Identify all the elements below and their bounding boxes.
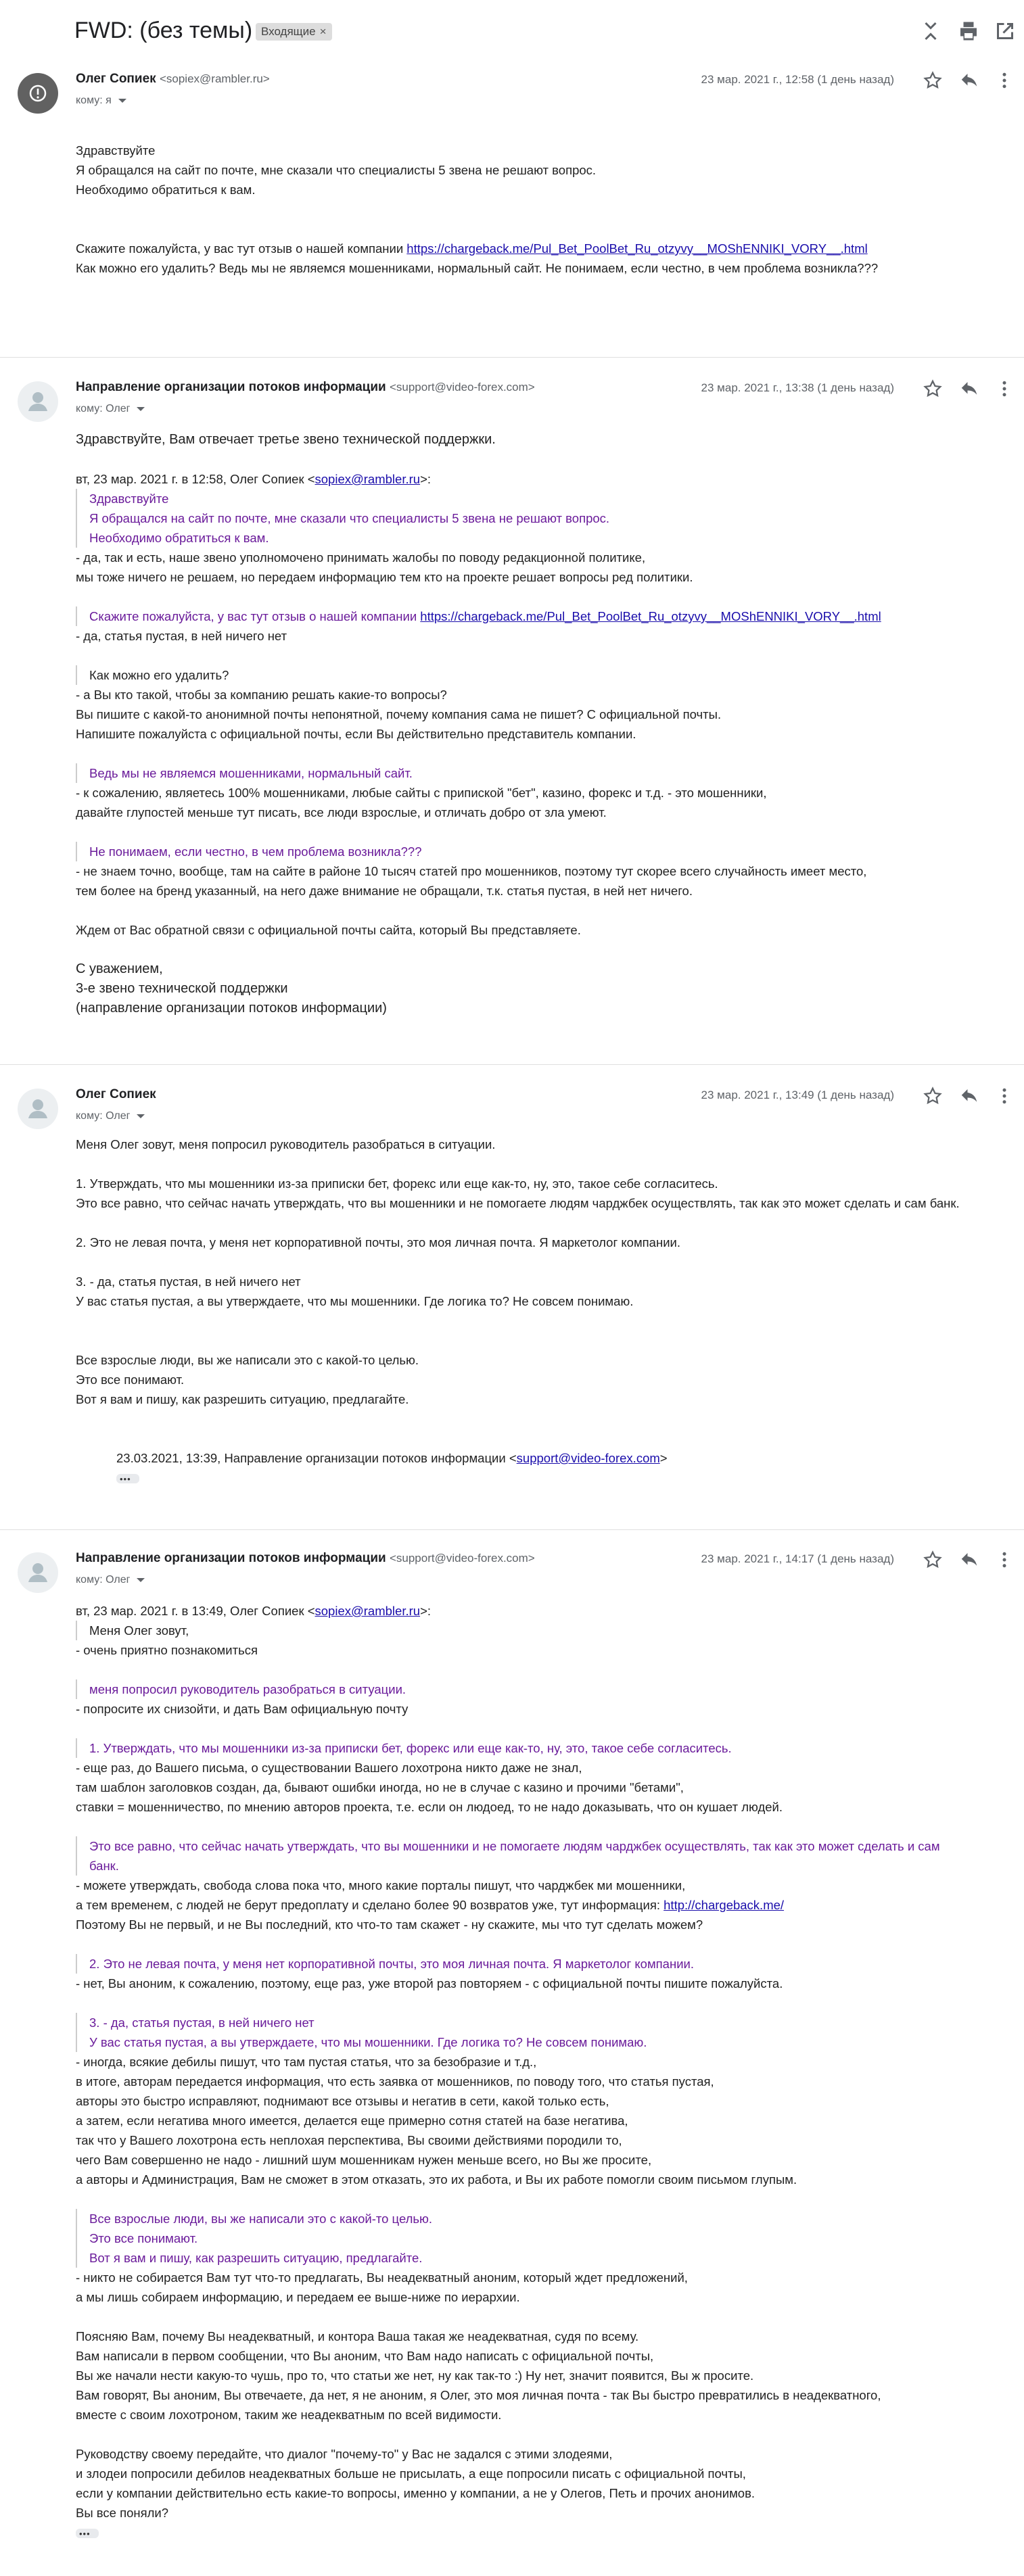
signature-line: С уважением, xyxy=(76,961,163,976)
sender-email: <sopiex@rambler.ru> xyxy=(159,72,270,85)
more-vert-icon[interactable] xyxy=(994,379,1015,399)
body-line: Руководству своему передайте, что диалог "почему-то" у Вас не задался с этими злодеями, xyxy=(76,2447,613,2461)
quoted-text: Здравствуйте Я обращался на сайт по почте, мне сказали что специалисты 5 звена не решают вопрос. Необходимо обратиться к вам. xyxy=(76,489,881,548)
reply-icon[interactable] xyxy=(959,379,979,399)
body-line: так что у Вашего лохотрона есть неплохая перспектива, Вы своими действиями породили то, xyxy=(76,2133,622,2147)
recipient-dropdown[interactable] xyxy=(76,403,145,415)
body-line: - к сожалению, являетесь 100% мошенниками, любые сайты с припиской "бет", казино, форекс и т.д. - это мошенники, xyxy=(76,786,767,800)
body-line: Как можно его удалить? Ведь мы не являемся мошенниками, нормальный сайт. Не понимаем, если честно, в чем проблема возникла??? xyxy=(76,261,879,275)
message-3 xyxy=(0,1086,1024,1505)
sender-name-text: Олег Сопиек xyxy=(76,72,156,86)
body-line: там шаблон заголовков создан, да, бывают ошибки иногда, но не в случае с казино и прочими "бетами", xyxy=(76,1780,684,1794)
body-line: - нет, Вы аноним, к сожалению, поэтому, еще раз, уже второй раз повторяем - с официальной почты пишите пожалуйста. xyxy=(76,1976,783,1990)
body-line: Здравствуйте xyxy=(76,143,156,158)
sender-name[interactable] xyxy=(76,1551,535,1566)
avatar[interactable] xyxy=(18,1552,58,1593)
recipient-dropdown[interactable] xyxy=(76,1574,145,1586)
body-line: Здравствуйте, Вам отвечает третье звено технической поддержки. xyxy=(76,432,496,447)
quoted-text: меня попросил руководитель разобраться в ситуации. xyxy=(76,1679,940,1699)
body-line: мы тоже ничего не решаем, но передаем информацию тем кто на проекте решает вопросы ред политики. xyxy=(76,570,693,584)
body-line: давайте глупостей меньше тут писать, все люди взрослые, и отличать добро от зла умеют. xyxy=(76,805,607,819)
sender-name-text: Направление организации потоков информации xyxy=(76,1551,386,1565)
message-date: 23 мар. 2021 г., 14:17 (1 день назад) xyxy=(701,1552,894,1565)
body-line: вместе с своим лохотроном, таким же неадекватным по всей видимости. xyxy=(76,2408,502,2422)
body-line: а мы лишь собираем информацию, и передаем ее выше-ниже по иерархии. xyxy=(76,2290,520,2304)
body-line: ставки = мошенничество, по мнению авторов проекта, т.е. если он людоед, то не надо доказывать, что он кушает людей. xyxy=(76,1800,783,1814)
chargeback-link[interactable]: https://chargeback.me/Pul_Bet_PoolBet_Ru_otzyvy__MOShENNIKI_VORY__.html xyxy=(406,241,868,256)
divider xyxy=(0,1529,1024,1530)
body-line: 2. Это не левая почта, у меня нет корпоративной почты, это моя личная почта. Я маркетолог компании. xyxy=(76,1235,680,1249)
person-icon xyxy=(18,1552,58,1593)
sender-email-link[interactable]: sopiex@rambler.ru xyxy=(315,1604,421,1618)
person-icon xyxy=(18,1089,58,1129)
body-line: - можете утверждать, свобода слова пока что, много какие порталы пишут, что чарджбек ми мошенники, xyxy=(76,1878,686,1892)
body-line: а тем временем, с людей не берут предоплату и сделано более 90 возвратов уже, тут информация: http://chargeback.me/ xyxy=(76,1898,785,1912)
avatar[interactable] xyxy=(18,73,58,114)
body-line: - иногда, всякие дебилы пишут, что там пустая статья, что за безобразие и т.д., xyxy=(76,2055,537,2069)
body-line: - да, так и есть, наше звено уполномочено принимать жалобы по поводу редакционной политике, xyxy=(76,550,646,565)
body-line: Необходимо обратиться к вам. xyxy=(76,183,256,197)
quoted-text: Скажите пожалуйста, у вас тут отзыв о нашей компании https://chargeback.me/Pul_Bet_PoolBet_Ru_otzyvy__MOShENNIKI_VORY__.html xyxy=(76,606,881,626)
body-line: Все взрослые люди, вы же написали это с какой-то целью. xyxy=(76,1353,419,1367)
sender-email: <support@video-forex.com> xyxy=(389,381,535,393)
body-line: - никто не собирается Вам тут что-то предлагать, Вы неадекватный аноним, который ждет предложений, xyxy=(76,2270,688,2285)
body-line: У вас статья пустая, а вы утверждаете, что мы мошенники. Где логика то? Не совсем понимаю. xyxy=(76,1294,634,1308)
divider xyxy=(0,1064,1024,1065)
inbox-label-chip[interactable] xyxy=(256,23,332,41)
body-line: авторы это быстро исправляют, поднимают все отзывы и негатив в сети, какой только есть, xyxy=(76,2094,609,2108)
message-body xyxy=(76,1135,960,1487)
message-2 xyxy=(0,379,1024,1055)
avatar[interactable] xyxy=(18,381,58,422)
quoted-text: Как можно его удалить? xyxy=(76,665,881,685)
message-body xyxy=(76,430,881,1018)
body-line: и злодеи попросили дебилов неадекватных больше не присылать, а еще попросили писать с официальной почты, xyxy=(76,2466,746,2481)
sender-name-text: Направление организации потоков информации xyxy=(76,380,386,394)
quoted-text: Все взрослые люди, вы же написали это с какой-то целью. Это все понимают. Вот я вам и пишу, как разрешить ситуацию, предлагайте. xyxy=(76,2209,940,2268)
sender-name[interactable]: Олег Сопиек xyxy=(76,1087,156,1101)
message-1 xyxy=(0,70,1024,354)
thread-header xyxy=(0,0,1024,65)
body-line: Вы же начали нести какую-то чушь, про то, что статьи же нет, ну как так-то :) Ну нет, значит появится, Вы ж просите. xyxy=(76,2368,754,2383)
print-icon[interactable] xyxy=(956,19,981,43)
body-line: Меня Олег зовут, меня попросил руководитель разобраться в ситуации. xyxy=(76,1137,496,1151)
recipient-text: кому: Олег xyxy=(76,1574,131,1585)
more-vert-icon[interactable] xyxy=(994,1086,1015,1106)
star-icon[interactable] xyxy=(923,1550,943,1570)
body-line: Вы все поняли? xyxy=(76,2506,169,2520)
body-line: чего Вам совершенно не надо - лишний шум мошенникам нужен меньше всего, но Вы же просите, xyxy=(76,2153,652,2167)
body-line: - попросите их снизойти, и дать Вам официальную почту xyxy=(76,1702,409,1716)
quote-attribution: 23.03.2021, 13:39, Направление организации потоков информации <support@video-forex.com> xyxy=(116,1451,668,1465)
chevron-down-icon xyxy=(137,1578,145,1582)
message-4 xyxy=(0,1550,1024,2576)
more-vert-icon[interactable] xyxy=(994,70,1015,91)
thread-subject: FWD: (без темы) xyxy=(74,18,253,43)
quoted-text: 2. Это не левая почта, у меня нет корпоративной почты, это моя личная почта. Я маркетолог компании. xyxy=(76,1954,940,1974)
chevron-down-icon xyxy=(118,99,126,103)
star-icon[interactable] xyxy=(923,1086,943,1106)
star-icon[interactable] xyxy=(923,70,943,91)
show-trimmed-content-button[interactable] xyxy=(116,1474,139,1483)
body-line: Поэтому Вы не первый, и не Вы последний, кто что-то там скажет - ну скажите, мы что тут сделать можем? xyxy=(76,1917,703,1932)
message-date: 23 мар. 2021 г., 13:38 (1 день назад) xyxy=(701,381,894,394)
signature-line: 3-е звено технической поддержки xyxy=(76,981,288,996)
body-line: а авторы и Администрация, Вам не сможет в этом отказать, это их работа, и Вы их работе помогли своим письмом глупым. xyxy=(76,2172,797,2187)
signature-line: (направление организации потоков информации) xyxy=(76,1001,387,1016)
open-in-new-window-icon[interactable] xyxy=(993,19,1017,43)
chevron-down-icon xyxy=(137,407,145,411)
quote-header: вт, 23 мар. 2021 г. в 13:49, Олег Сопиек <sopiex@rambler.ru>: xyxy=(76,1604,432,1618)
message-date: 23 мар. 2021 г., 13:49 (1 день назад) xyxy=(701,1089,894,1101)
chargeback-link[interactable]: https://chargeback.me/Pul_Bet_PoolBet_Ru_otzyvy__MOShENNIKI_VORY__.html xyxy=(420,609,881,623)
quoted-text: Меня Олег зовут, xyxy=(76,1621,940,1640)
sender-name[interactable] xyxy=(76,380,535,395)
info-icon xyxy=(18,73,58,114)
body-line: Скажите пожалуйста, у вас тут отзыв о нашей компании https://chargeback.me/Pul_Bet_PoolBet_Ru_otzyvy__MOShENNIKI_VORY__.html xyxy=(76,241,868,256)
message-body xyxy=(76,1601,940,2542)
recipient-text: кому: Олег xyxy=(76,403,131,414)
collapse-all-icon[interactable] xyxy=(918,19,943,43)
show-trimmed-content-button[interactable] xyxy=(76,2529,99,2538)
recipient-dropdown[interactable] xyxy=(76,95,126,107)
chargeback-home-link[interactable]: http://chargeback.me/ xyxy=(664,1898,785,1912)
body-line: - да, статья пустая, в ней ничего нет xyxy=(76,629,287,643)
quoted-text: 1. Утверждать, что мы мошенники из-за приписки бет, форекс или еще как-то, ну, это, такое себе согласитесь. xyxy=(76,1738,940,1758)
message-date: 23 мар. 2021 г., 12:58 (1 день назад) xyxy=(701,73,894,86)
more-vert-icon[interactable] xyxy=(994,1550,1015,1570)
divider xyxy=(0,357,1024,358)
recipient-text: кому: я xyxy=(76,95,112,106)
body-line: Вы пишите с какой-то анонимной почты непонятной, почему компания сама не пишет? С официальной почты. xyxy=(76,707,722,721)
body-line: 3. - да, статья пустая, в ней ничего нет xyxy=(76,1274,301,1289)
body-line: Это все понимают. xyxy=(76,1373,185,1387)
quoted-text: 3. - да, статья пустая, в ней ничего нет У вас статья пустая, а вы утверждаете, что мы мошенники. Где логика то? Не совсем понимаю. xyxy=(76,2013,940,2052)
message-body xyxy=(76,141,878,278)
body-line: Вот я вам и пишу, как разрешить ситуацию, предлагайте. xyxy=(76,1392,409,1406)
body-line: 1. Утверждать, что мы мошенники из-за приписки бет, форекс или еще как-то, ну, это, такое себе согласитесь. xyxy=(76,1176,718,1191)
body-line: - еще раз, до Вашего письма, о существовании Вашего лохотрона никто даже не знал, xyxy=(76,1761,582,1775)
quoted-text: Не понимаем, если честно, в чем проблема возникла??? xyxy=(76,842,881,861)
body-line: Ждем от Вас обратной связи с официальной почты сайта, который Вы представляете. xyxy=(76,923,581,937)
quoted-text: Это все равно, что сейчас начать утверждать, что вы мошенники и не помогаете людям чарджбек осуществлять, так как это может сделать и сам банк. xyxy=(76,1836,940,1876)
body-line: - а Вы кто такой, чтобы за компанию решать какие-то вопросы? xyxy=(76,688,447,702)
body-line: Это все равно, что сейчас начать утверждать, что вы мошенники и не помогаете людям чарджбек осуществлять, так как это может сделать и сам банк. xyxy=(76,1196,960,1210)
body-line: если у компании действительно есть какие-то вопросы, именно у компании, а не у Олегов, Петь и прочих анонимов. xyxy=(76,2486,755,2500)
body-line: а затем, если негатива много имеется, делается еще примерно сотня статей на базе негатива, xyxy=(76,2114,628,2128)
body-line: Вам говорят, Вы аноним, Вы отвечаете, да нет, я не аноним, я Олег, это моя личная почта - так Вы быстро превратились в неадекватного, xyxy=(76,2388,881,2402)
reply-icon[interactable] xyxy=(959,1086,979,1106)
body-line: - не знаем точно, вообще, там на сайте в районе 10 тысяч статей про мошенников, поэтому тут скорее всего случайность имеет место, xyxy=(76,864,867,878)
reply-icon[interactable] xyxy=(959,1550,979,1570)
body-line: тем более на бренд указанный, на него даже внимание не обращали, т.к. статья пустая, в ней нет ничего. xyxy=(76,884,693,898)
person-icon xyxy=(18,381,58,422)
recipient-dropdown[interactable] xyxy=(76,1110,145,1122)
quote-header: вт, 23 мар. 2021 г. в 12:58, Олег Сопиек <sopiex@rambler.ru>: xyxy=(76,472,432,486)
body-line: в итоге, авторам передается информация, что есть заявка от мошенников, по поводу того, что статья пустая, xyxy=(76,2074,714,2089)
body-line: Поясняю Вам, почему Вы неадекватный, и контора Ваша такая же неадекватная, судя по всему. xyxy=(76,2329,639,2343)
chevron-down-icon xyxy=(137,1114,145,1118)
label-text: Входящие xyxy=(261,25,316,38)
body-line: Вам написали в первом сообщении, что Вы аноним, что Вам надо написать с официальной почты, xyxy=(76,2349,654,2363)
sender-email-link[interactable]: sopiex@rambler.ru xyxy=(315,472,421,486)
quoted-text: Ведь мы не являемся мошенниками, нормальный сайт. xyxy=(76,763,881,783)
recipient-text: кому: Олег xyxy=(76,1110,131,1122)
reply-icon[interactable] xyxy=(959,70,979,91)
remove-label-button[interactable]: × xyxy=(319,25,327,38)
star-icon[interactable] xyxy=(923,379,943,399)
sender-name[interactable] xyxy=(76,72,270,87)
support-email-link[interactable]: support@video-forex.com xyxy=(516,1451,660,1465)
sender-email: <support@video-forex.com> xyxy=(389,1552,535,1565)
body-line: Напишите пожалуйста с официальной почты, если Вы действительно представитель компании. xyxy=(76,727,636,741)
avatar[interactable] xyxy=(18,1089,58,1129)
body-line: - очень приятно познакомиться xyxy=(76,1643,258,1657)
body-line: Я обращался на сайт по почте, мне сказали что специалисты 5 звена не решают вопрос. xyxy=(76,163,597,177)
